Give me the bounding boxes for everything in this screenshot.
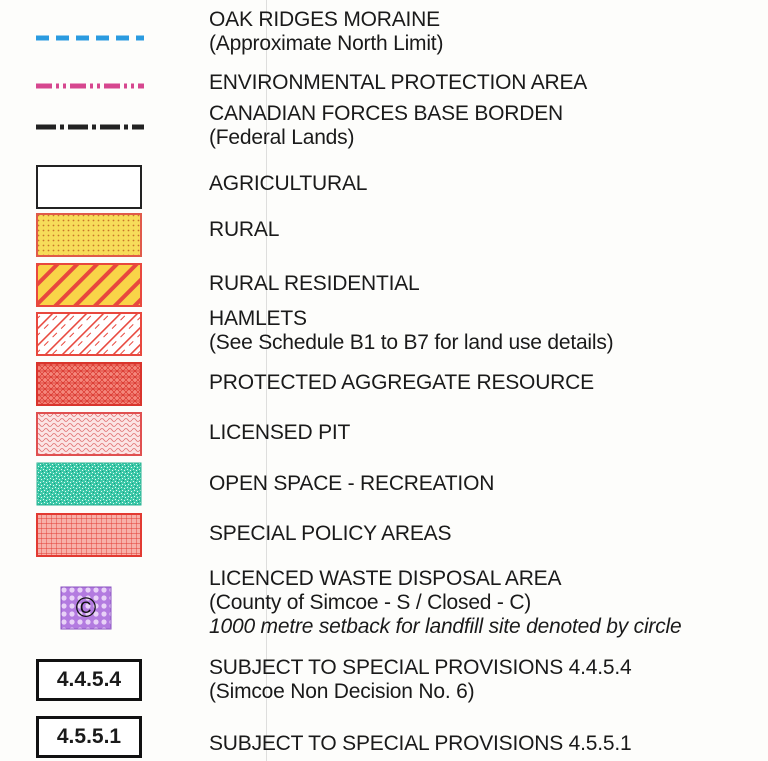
oak-ridges-moraine-label: [209, 8, 443, 56]
waste-disposal-subtitle: (County of Simcoe - S / Closed - C): [209, 591, 532, 614]
hamlets-title: HAMLETS: [209, 307, 307, 330]
oak-ridges-moraine-title: OAK RIDGES MORAINE: [209, 8, 440, 31]
waste-disposal-note: 1000 metre setback for landfill site denoted by circle: [209, 615, 682, 638]
cfb-borden-subtitle: (Federal Lands): [209, 126, 355, 149]
special-policy-swatch: [36, 513, 142, 557]
special-policy-label: SPECIAL POLICY AREAS: [209, 522, 452, 545]
agricultural-label: AGRICULTURAL: [209, 172, 368, 195]
licensed-pit-swatch: [36, 412, 142, 456]
hamlets-label: [209, 307, 613, 355]
provision-4454-title: SUBJECT TO SPECIAL PROVISIONS 4.4.5.4: [209, 656, 632, 679]
hamlets-swatch: [36, 312, 142, 356]
waste-disposal-icon: [60, 586, 112, 630]
oak-ridges-moraine-subtitle: (Approximate North Limit): [209, 32, 444, 55]
environmental-protection-area-line-icon: [36, 81, 144, 91]
rural-residential-label: RURAL RESIDENTIAL: [209, 272, 420, 295]
rural-residential-swatch: [36, 263, 142, 307]
oak-ridges-moraine-line-icon: [36, 33, 144, 43]
waste-disposal-label: [209, 567, 681, 639]
hamlets-subtitle: (See Schedule B1 to B7 for land use details): [209, 331, 614, 354]
protected-aggregate-swatch: [36, 362, 142, 406]
cfb-borden-title: CANADIAN FORCES BASE BORDEN: [209, 102, 563, 125]
licensed-pit-label: LICENSED PIT: [209, 421, 351, 444]
open-space-swatch: [36, 462, 142, 506]
rural-label: RURAL: [209, 218, 280, 241]
provision-4551-label: SUBJECT TO SPECIAL PROVISIONS 4.5.5.1: [209, 732, 632, 755]
provision-4454-subtitle: (Simcoe Non Decision No. 6): [209, 680, 475, 703]
waste-disposal-symbol: ©: [75, 592, 97, 623]
protected-aggregate-label: PROTECTED AGGREGATE RESOURCE: [209, 371, 594, 394]
cfb-borden-label: [209, 102, 563, 150]
open-space-label: OPEN SPACE - RECREATION: [209, 472, 495, 495]
provision-4454-box: 4.4.5.4: [36, 659, 142, 701]
provision-4454-label: [209, 656, 632, 704]
rural-swatch: [36, 213, 142, 257]
waste-disposal-title: LICENCED WASTE DISPOSAL AREA: [209, 567, 562, 590]
epa-label: ENVIRONMENTAL PROTECTION AREA: [209, 71, 588, 94]
cfb-borden-line-icon: [36, 122, 144, 132]
provision-4551-box: 4.5.5.1: [36, 716, 142, 758]
agricultural-swatch: [36, 165, 142, 209]
